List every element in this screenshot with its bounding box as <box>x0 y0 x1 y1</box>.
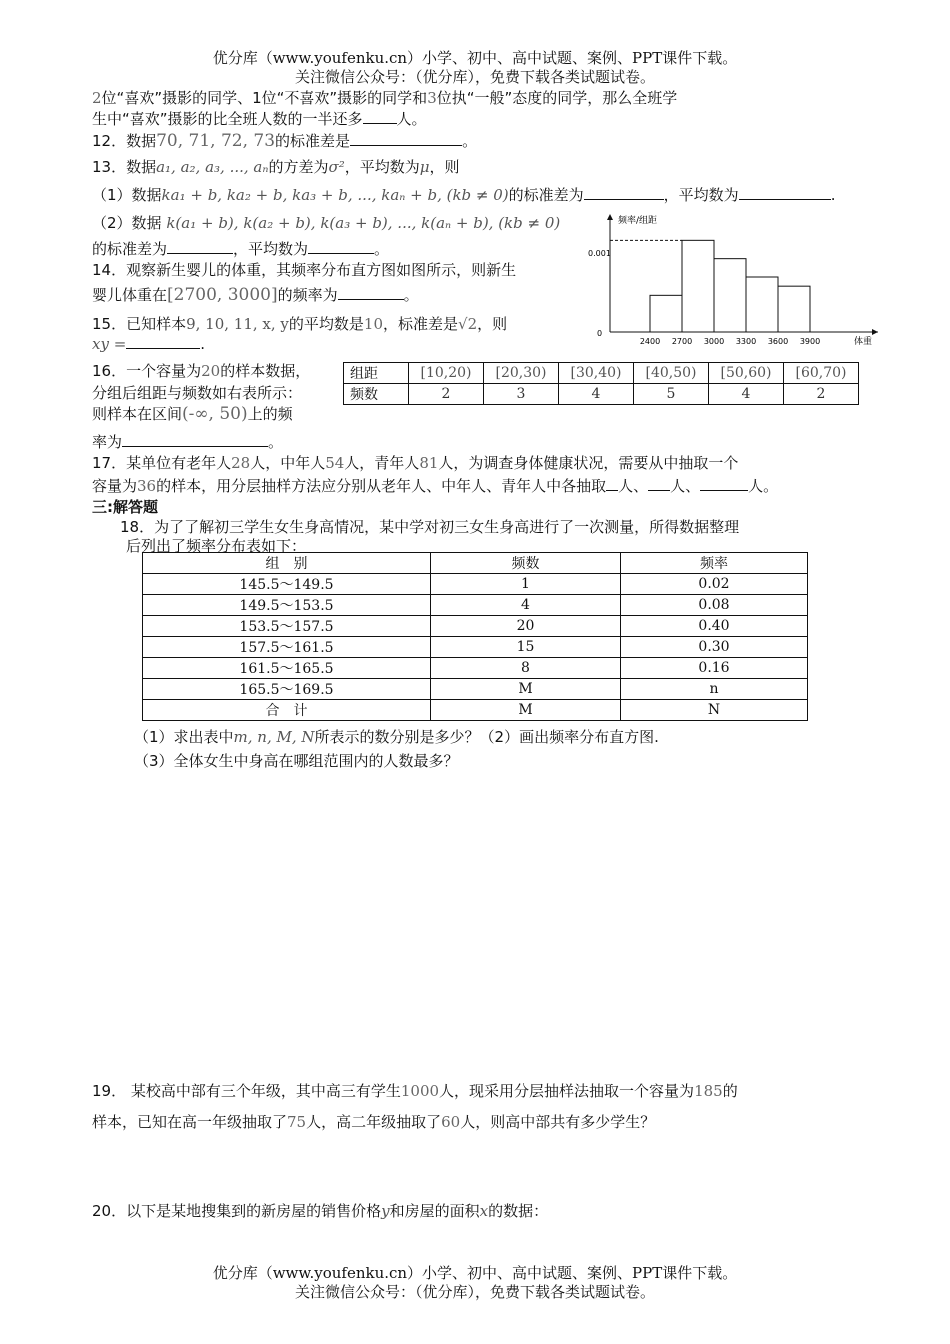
q17-line-1: 17．某单位有老年人28人，中年人54人，青年人81人，为调查身体健康状况，需要从中抽取一个 <box>92 454 739 472</box>
histogram-x-tick: 3000 <box>703 337 725 346</box>
cell-group: 合 计 <box>143 700 431 721</box>
q18-sub-1-2: （1）求出表中m, n, M, N所表示的数分别是多少？（2）画出频率分布直方图. <box>134 728 659 746</box>
histogram-x-label: 体重 <box>854 337 873 347</box>
q16-group-cell: [20,30) <box>484 363 559 384</box>
histogram-bar <box>778 286 810 332</box>
header-line-1: 优分库（www.youfenku.cn）小学、初中、高中试题、案例、PPT课件下载。 <box>212 49 738 67</box>
cell-frequency: 0.16 <box>621 658 808 679</box>
cell-group: 153.5～157.5 <box>143 616 431 637</box>
q17-line-2: 容量为36的样本，用分层抽样方法应分别从老年人、中年人、青年人中各抽取 人、 人、 人。 <box>92 477 779 495</box>
q16-line-4: 率为 。 <box>92 433 284 451</box>
y-axis-arrow-icon <box>607 214 613 220</box>
cell-frequency: 0.30 <box>621 637 808 658</box>
q12: 12．数据70, 71, 72, 73的标准差是 。 <box>92 131 478 151</box>
cell-group: 161.5～165.5 <box>143 658 431 679</box>
header-line-2: 关注微信公众号：（优分库），免费下载各类试题试卷。 <box>294 68 655 86</box>
cell-group: 145.5～149.5 <box>143 574 431 595</box>
q16-group-row <box>344 363 859 384</box>
q19-line-1: 19． 某校高中部有三个年级，其中高三有学生1000人，现采用分层抽样法抽取一个容量为185的 <box>92 1082 738 1100</box>
cell-count: 8 <box>431 658 621 679</box>
q13-stem: 13．数据a₁, a₂, a₃, ..., aₙ的方差为σ²，平均数为μ，则 <box>92 158 460 176</box>
answer-blank[interactable] <box>122 432 268 447</box>
q16-group-cell: [50,60) <box>709 363 784 384</box>
cell-count: 20 <box>431 616 621 637</box>
table-total-row <box>143 700 808 721</box>
q16-count-cell: 4 <box>709 384 784 405</box>
column-header: 频数 <box>431 553 621 574</box>
cell-frequency: 0.02 <box>621 574 808 595</box>
table-row <box>143 595 808 616</box>
cell-count: M <box>431 679 621 700</box>
q11-line-1: 2位“喜欢”摄影的同学、1位“不喜欢”摄影的同学和3位执“一般”态度的同学，那么全班学 <box>92 89 678 107</box>
histogram-bar <box>650 295 682 332</box>
q16-count-cell: 2 <box>409 384 484 405</box>
frequency-histogram <box>586 208 886 352</box>
table-row <box>143 658 808 679</box>
q16-count-cell: 5 <box>634 384 709 405</box>
q16-count-cell: 4 <box>559 384 634 405</box>
column-header: 组 别 <box>143 553 431 574</box>
answer-blank[interactable] <box>700 476 748 491</box>
table-row <box>143 679 808 700</box>
q15-line-1: 15．已知样本9, 10, 11, x, y的平均数是10，标准差是√2，则 <box>92 315 508 333</box>
q16-group-cell: [30,40) <box>559 363 634 384</box>
answer-blank[interactable] <box>648 476 670 491</box>
q20: 20．以下是某地搜集到的新房屋的销售价格y和房屋的面积x的数据： <box>92 1202 549 1220</box>
x-axis-arrow-icon <box>872 329 878 335</box>
footer-line-1: 优分库（www.youfenku.cn）小学、初中、高中试题、案例、PPT课件下载。 <box>212 1264 738 1282</box>
section-title: 三:解答题 <box>92 498 158 516</box>
answer-blank[interactable] <box>584 185 664 200</box>
q16-count-cell: 2 <box>784 384 859 405</box>
histogram-y-label: 频率/组距 <box>618 216 658 226</box>
answer-blank[interactable] <box>126 334 200 349</box>
cell-count: 4 <box>431 595 621 616</box>
q13-part-1: （1）数据ka₁ + b, ka₂ + b, ka₃ + b, ..., kaₙ + b, (kb ≠ 0)的标准差为 ，平均数为 . <box>92 186 836 204</box>
cell-count: M <box>431 700 621 721</box>
q18-sub-3: （3）全体女生中身高在哪组范围内的人数最多？ <box>134 752 459 770</box>
histogram-x-tick: 2700 <box>671 337 693 346</box>
histogram-x-tick: 3900 <box>799 337 821 346</box>
answer-blank[interactable] <box>338 285 404 300</box>
q14-line-2: 婴儿体重在[2700, 3000]的频率为 。 <box>92 285 419 305</box>
histogram-bar <box>714 259 746 332</box>
answer-blank[interactable] <box>167 239 233 254</box>
table-header-row <box>143 553 808 574</box>
q16-row-label: 频数 <box>344 384 409 405</box>
cell-frequency: N <box>621 700 808 721</box>
q16-count-row <box>344 384 859 405</box>
cell-count: 1 <box>431 574 621 595</box>
cell-frequency: 0.40 <box>621 616 808 637</box>
q15-line-2: xy = . <box>92 335 206 353</box>
q16-line-1: 16．一个容量为20的样本数据， <box>92 362 311 380</box>
answer-blank[interactable] <box>363 109 397 124</box>
histogram-y-tick: 0.001 <box>588 249 611 258</box>
q18-line-1: 18．为了了解初三学生女生身高情况，某中学对初三女生身高进行了一次测量，所得数据整理 <box>120 518 740 536</box>
cell-count: 15 <box>431 637 621 658</box>
q16-group-cell: [40,50) <box>634 363 709 384</box>
histogram-bar <box>682 240 714 332</box>
cell-group: 157.5～161.5 <box>143 637 431 658</box>
cell-frequency: 0.08 <box>621 595 808 616</box>
q13-part-2: （2）数据 k(a₁ + b), k(a₂ + b), k(a₃ + b), ..., k(aₙ + b), (kb ≠ 0) <box>92 214 561 232</box>
q16-table <box>343 362 859 405</box>
q16-group-cell: [10,20) <box>409 363 484 384</box>
q14-line-1: 14．观察新生婴儿的体重，其频率分布直方图如图所示，则新生 <box>92 261 517 279</box>
histogram-x-tick: 2400 <box>639 337 661 346</box>
q16-count-cell: 3 <box>484 384 559 405</box>
q16-row-label: 组距 <box>344 363 409 384</box>
cell-group: 165.5～169.5 <box>143 679 431 700</box>
answer-blank[interactable] <box>739 185 831 200</box>
histogram-x-tick: 3600 <box>767 337 789 346</box>
column-header: 频率 <box>621 553 808 574</box>
q16-line-3: 则样本在区间(-∞, 50)上的频 <box>92 404 293 424</box>
table-row <box>143 574 808 595</box>
q18-line-2: 后列出了频率分布表如下： <box>126 537 307 555</box>
q16-line-2: 分组后组距与频数如右表所示： <box>92 384 303 402</box>
answer-blank[interactable] <box>350 131 462 146</box>
cell-group: 149.5～153.5 <box>143 595 431 616</box>
histogram-x-tick: 3300 <box>735 337 757 346</box>
q11-line-2: 生中“喜欢”摄影的比全班人数的一半还多 人。 <box>92 110 427 128</box>
answer-blank[interactable] <box>606 476 618 491</box>
table-row <box>143 616 808 637</box>
footer-line-2: 关注微信公众号：（优分库），免费下载各类试题试卷。 <box>294 1283 655 1301</box>
q19-line-2: 样本，已知在高一年级抽取了75人，高二年级抽取了60人，则高中部共有多少学生？ <box>92 1113 656 1131</box>
answer-blank[interactable] <box>308 239 374 254</box>
q13-part-2-answer: 的标准差为 ，平均数为 。 <box>92 240 390 258</box>
histogram-bar <box>746 277 778 332</box>
histogram-origin: 0 <box>597 329 603 338</box>
q16-group-cell: [60,70) <box>784 363 859 384</box>
cell-frequency: n <box>621 679 808 700</box>
table-row <box>143 637 808 658</box>
q18-frequency-table <box>142 552 808 721</box>
